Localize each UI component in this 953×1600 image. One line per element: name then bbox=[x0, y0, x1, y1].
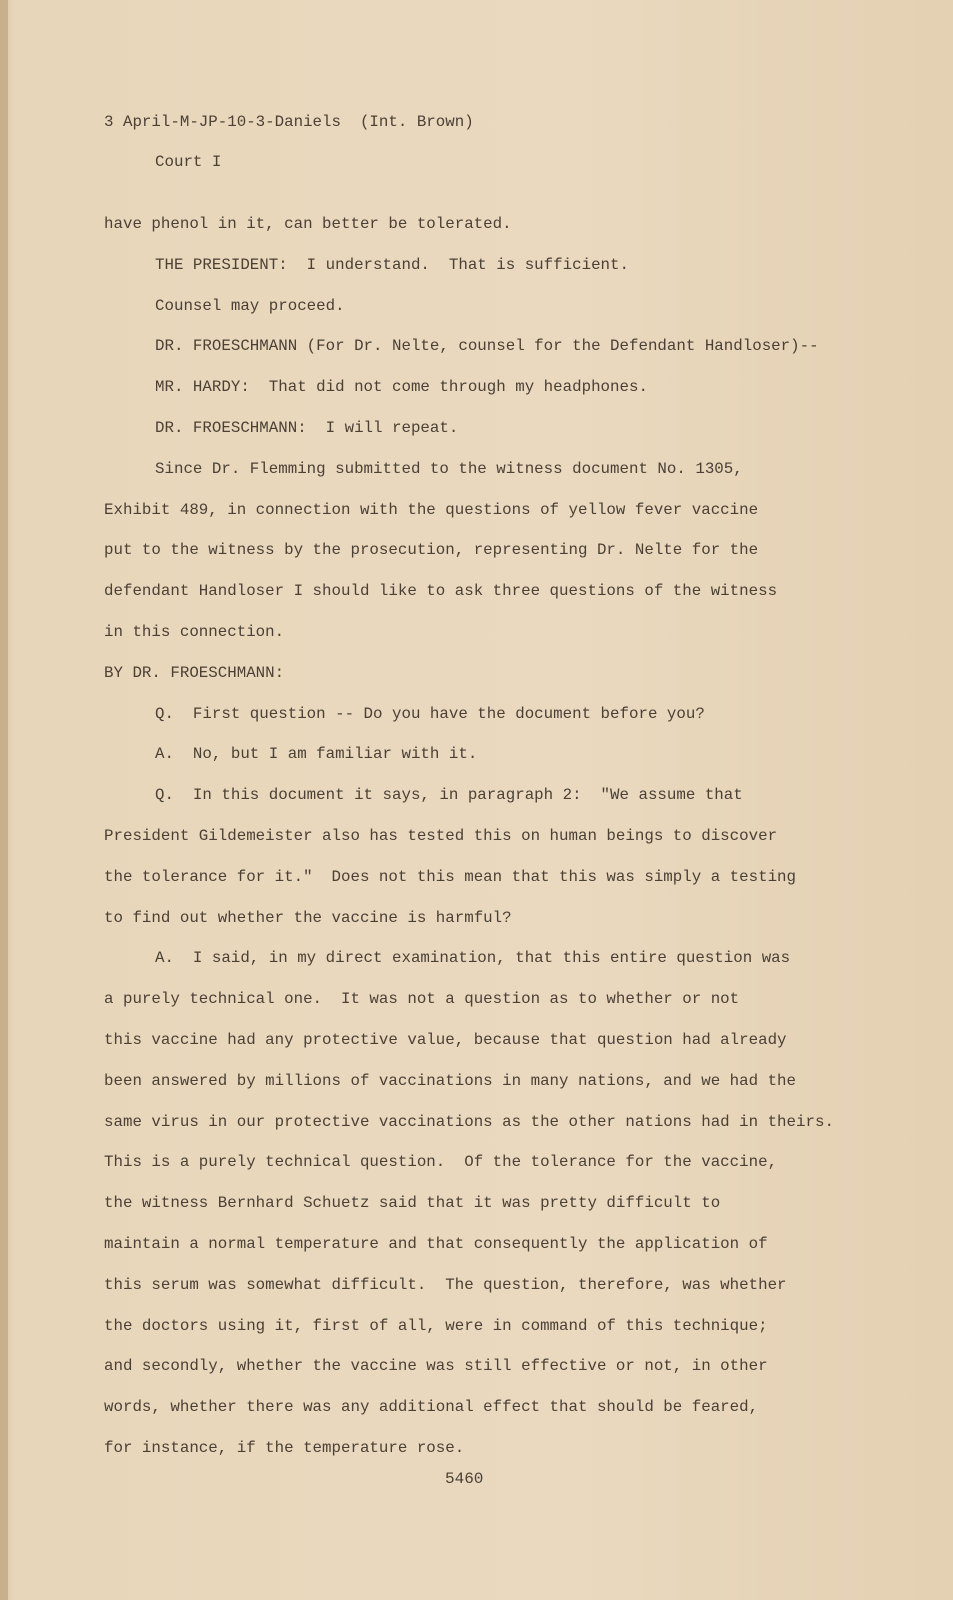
transcript-line: the doctors using it, first of all, were in command of this technique; bbox=[104, 1316, 768, 1335]
transcript-line: Counsel may proceed. bbox=[155, 296, 345, 315]
transcript-line: MR. HARDY: That did not come through my headphones. bbox=[155, 378, 648, 397]
transcript-line: This is a purely technical question. Of the tolerance for the vaccine, bbox=[104, 1153, 778, 1172]
transcript-line: DR. FROESCHMANN: I will repeat. bbox=[155, 419, 459, 437]
transcript-line: words, whether there was any additional effect that should be feared, bbox=[104, 1398, 759, 1417]
transcript-line: maintain a normal temperature and that consequently the application of bbox=[104, 1235, 768, 1253]
transcript-line: A. I said, in my direct examination, that this entire question was bbox=[155, 949, 791, 968]
transcript-line: and secondly, whether the vaccine was still effective or not, in other bbox=[104, 1357, 768, 1376]
transcript-line: put to the witness by the prosecution, representing Dr. Nelte for the bbox=[104, 541, 759, 560]
header-reference: 3 April-M-JP-10-3-Daniels (Int. Brown) bbox=[104, 113, 474, 131]
transcript-line: BY DR. FROESCHMANN: bbox=[104, 663, 285, 682]
transcript-line: same virus in our protective vaccinations as the other nations had in theirs. bbox=[104, 1112, 834, 1131]
transcript-line: the tolerance for it." Does not this mean that this was simply a testing bbox=[104, 867, 797, 886]
transcript-line: in this connection. bbox=[104, 623, 285, 641]
transcript-line: Since Dr. Flemming submitted to the witness document No. 1305, bbox=[155, 459, 743, 478]
transcript-line: this vaccine had any protective value, because that question had already bbox=[104, 1031, 787, 1049]
transcript-line: been answered by millions of vaccinations in many nations, and we had the bbox=[104, 1071, 797, 1090]
transcript-line: a purely technical one. It was not a question as to whether or not bbox=[104, 990, 740, 1009]
page-number: 5460 bbox=[445, 1470, 484, 1488]
transcript-line: Q. First question -- Do you have the document before you? bbox=[155, 704, 705, 723]
transcript-line: Exhibit 489, in connection with the questions of yellow fever vaccine bbox=[104, 500, 759, 519]
transcript-line: for instance, if the temperature rose. bbox=[104, 1439, 465, 1457]
transcript-line: THE PRESIDENT: I understand. That is sufficient. bbox=[155, 255, 629, 274]
transcript-line: A. No, but I am familiar with it. bbox=[155, 745, 478, 764]
transcript-line: defendant Handloser I should like to ask three questions of the witness bbox=[104, 582, 778, 601]
header-court: Court I bbox=[155, 153, 222, 171]
transcript-line: DR. FROESCHMANN (For Dr. Nelte, counsel for the Defendant Handloser)-- bbox=[155, 337, 819, 356]
transcript-line: to find out whether the vaccine is harmful? bbox=[104, 908, 512, 927]
transcript-line: Q. In this document it says, in paragraph 2: "We assume that bbox=[155, 786, 743, 805]
transcript-line: have phenol in it, can better be tolerated. bbox=[104, 215, 512, 233]
transcript-line: the witness Bernhard Schuetz said that it was pretty difficult to bbox=[104, 1194, 721, 1213]
transcript-line: President Gildemeister also has tested this on human beings to discover bbox=[104, 827, 778, 845]
transcript-line: this serum was somewhat difficult. The question, therefore, was whether bbox=[104, 1275, 787, 1294]
paper-edge bbox=[0, 0, 8, 1600]
